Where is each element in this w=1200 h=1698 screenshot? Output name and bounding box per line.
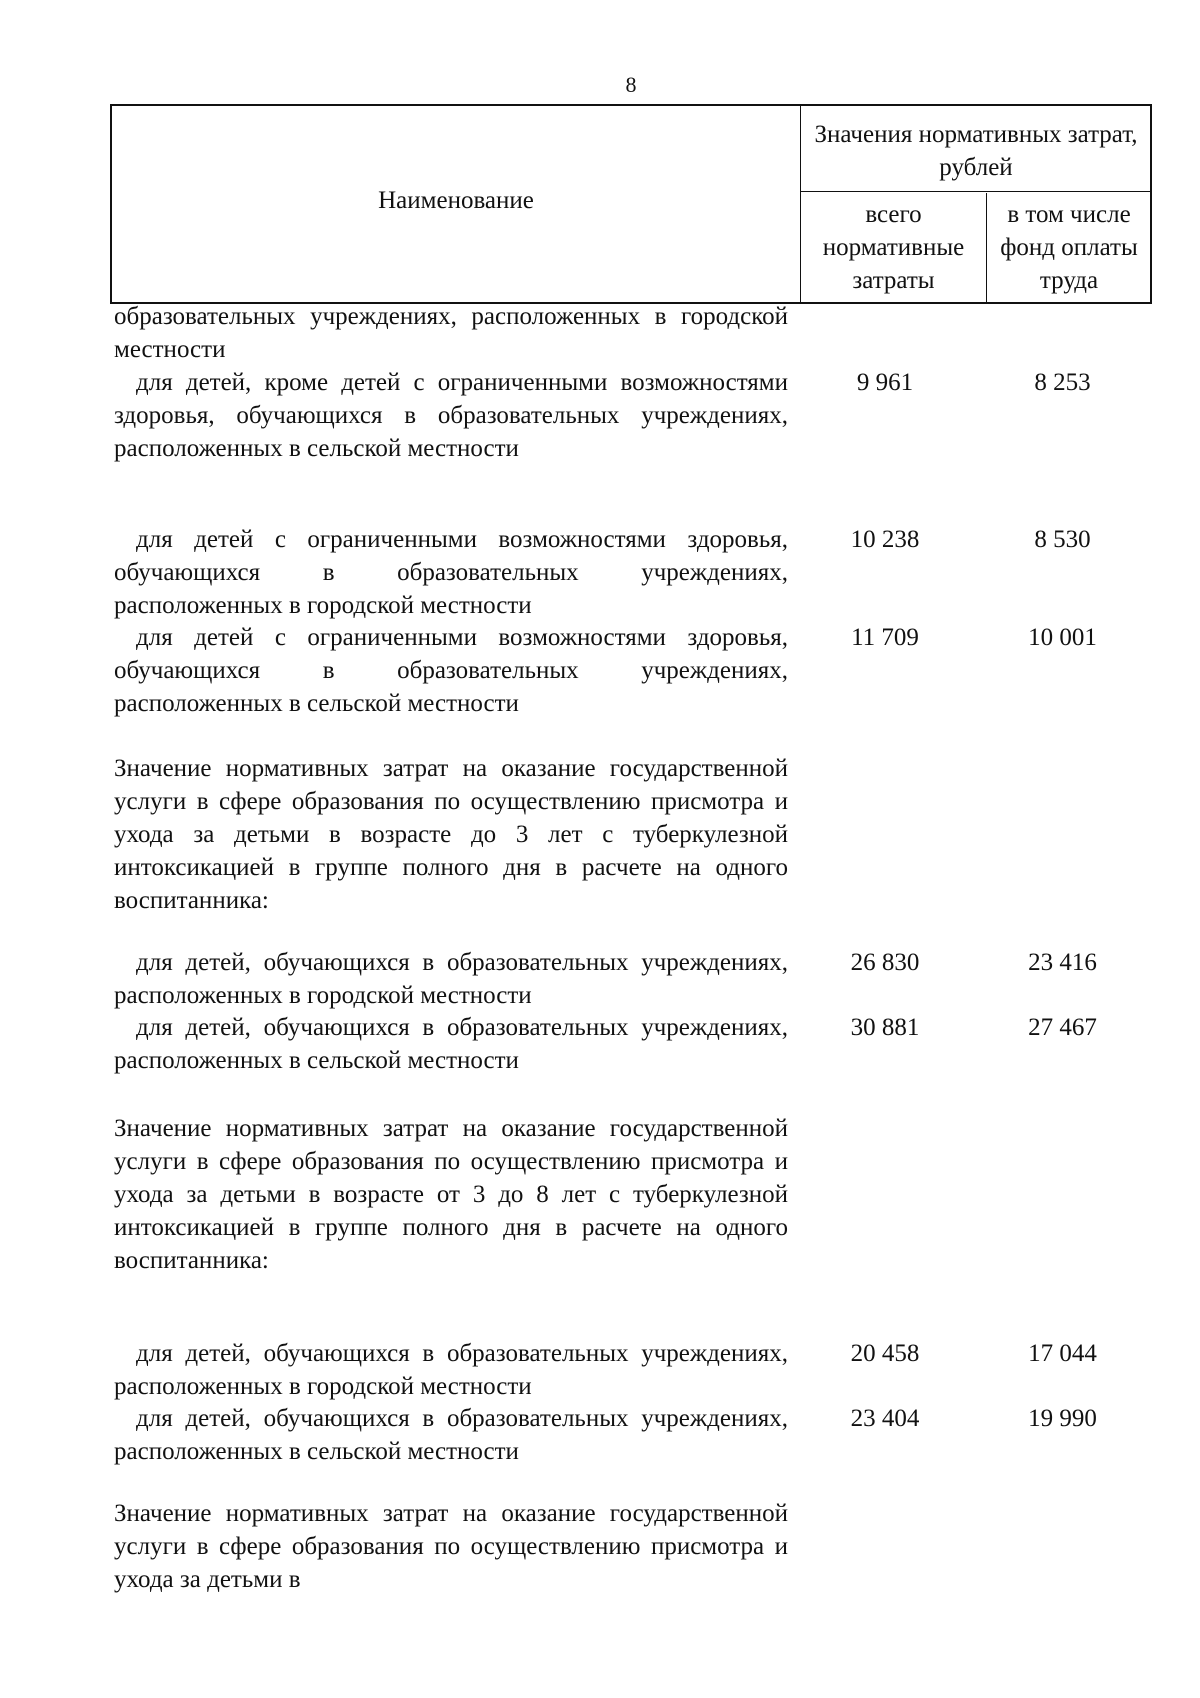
section-heading: Значение нормативных затрат на оказание государственной услуги в сфере образования по осуществлению присмотра и ухода за детьми в bbox=[114, 1500, 788, 1593]
row-name: для детей, обучающихся в образовательных учреждениях, расположенных в городской местности bbox=[114, 1340, 788, 1400]
row-name: для детей, обучающихся в образовательных учреждениях, расположенных в сельской местности bbox=[114, 1014, 788, 1074]
row-total-value: 23 404 bbox=[850, 1405, 920, 1432]
table-header bbox=[110, 104, 1152, 304]
column-header-wage-fund: в том числе фонд оплаты труда bbox=[1000, 201, 1138, 294]
row-name: для детей, обучающихся в образовательных учреждениях, расположенных в сельской местности bbox=[114, 1405, 788, 1465]
page-number: 8 bbox=[625, 72, 637, 97]
row-wage-value: 8 253 bbox=[1034, 369, 1091, 396]
row-total-value: 26 830 bbox=[850, 949, 920, 976]
column-header-values-group bbox=[800, 106, 1151, 302]
column-header-name: Наименование bbox=[378, 186, 534, 214]
row-total-value: 20 458 bbox=[850, 1340, 920, 1367]
section-heading: Значение нормативных затрат на оказание государственной услуги в сфере образования по осуществлению присмотра и ухода за детьми в возрасте до 3 лет с туберкулезной интоксикацией в группе полного дня в расчете на одного воспитанника: bbox=[114, 755, 788, 914]
row-wage-value: 10 001 bbox=[1028, 624, 1097, 651]
row-name: для детей, обучающихся в образовательных учреждениях, расположенных в городской местности bbox=[114, 949, 788, 1009]
row-total-value: 30 881 bbox=[850, 1014, 920, 1041]
row-wage-value: 23 416 bbox=[1028, 949, 1097, 976]
row-wage-value: 19 990 bbox=[1028, 1405, 1097, 1432]
row-total-value: 10 238 bbox=[850, 526, 920, 553]
section-heading: Значение нормативных затрат на оказание государственной услуги в сфере образования по осуществлению присмотра и ухода за детьми в возрасте от 3 до 8 лет с туберкулезной интоксикацией в группе полного дня в расчете на одного воспитанника: bbox=[114, 1115, 788, 1274]
column-header-total: всего нормативные затраты bbox=[801, 193, 987, 302]
row-name: образовательных учреждениях, расположенных в городской местности bbox=[114, 303, 788, 363]
row-name: для детей с ограниченными возможностями здоровья, обучающихся в образовательных учреждениях, расположенных в сельской местности bbox=[114, 624, 788, 717]
column-header-values-title: Значения нормативных затрат, рублей bbox=[801, 106, 1151, 192]
row-wage-value: 8 530 bbox=[1034, 526, 1091, 553]
row-wage-value: 27 467 bbox=[1028, 1014, 1097, 1041]
row-name: для детей, кроме детей с ограниченными возможностями здоровья, обучающихся в образовательных учреждениях, расположенных в сельской местности bbox=[114, 369, 788, 462]
row-total-value: 11 709 bbox=[851, 624, 919, 651]
row-name: для детей с ограниченными возможностями здоровья, обучающихся в образовательных учреждениях, расположенных в городской местности bbox=[114, 526, 788, 619]
row-total-value: 9 961 bbox=[856, 369, 914, 396]
row-wage-value: 17 044 bbox=[1028, 1340, 1097, 1367]
